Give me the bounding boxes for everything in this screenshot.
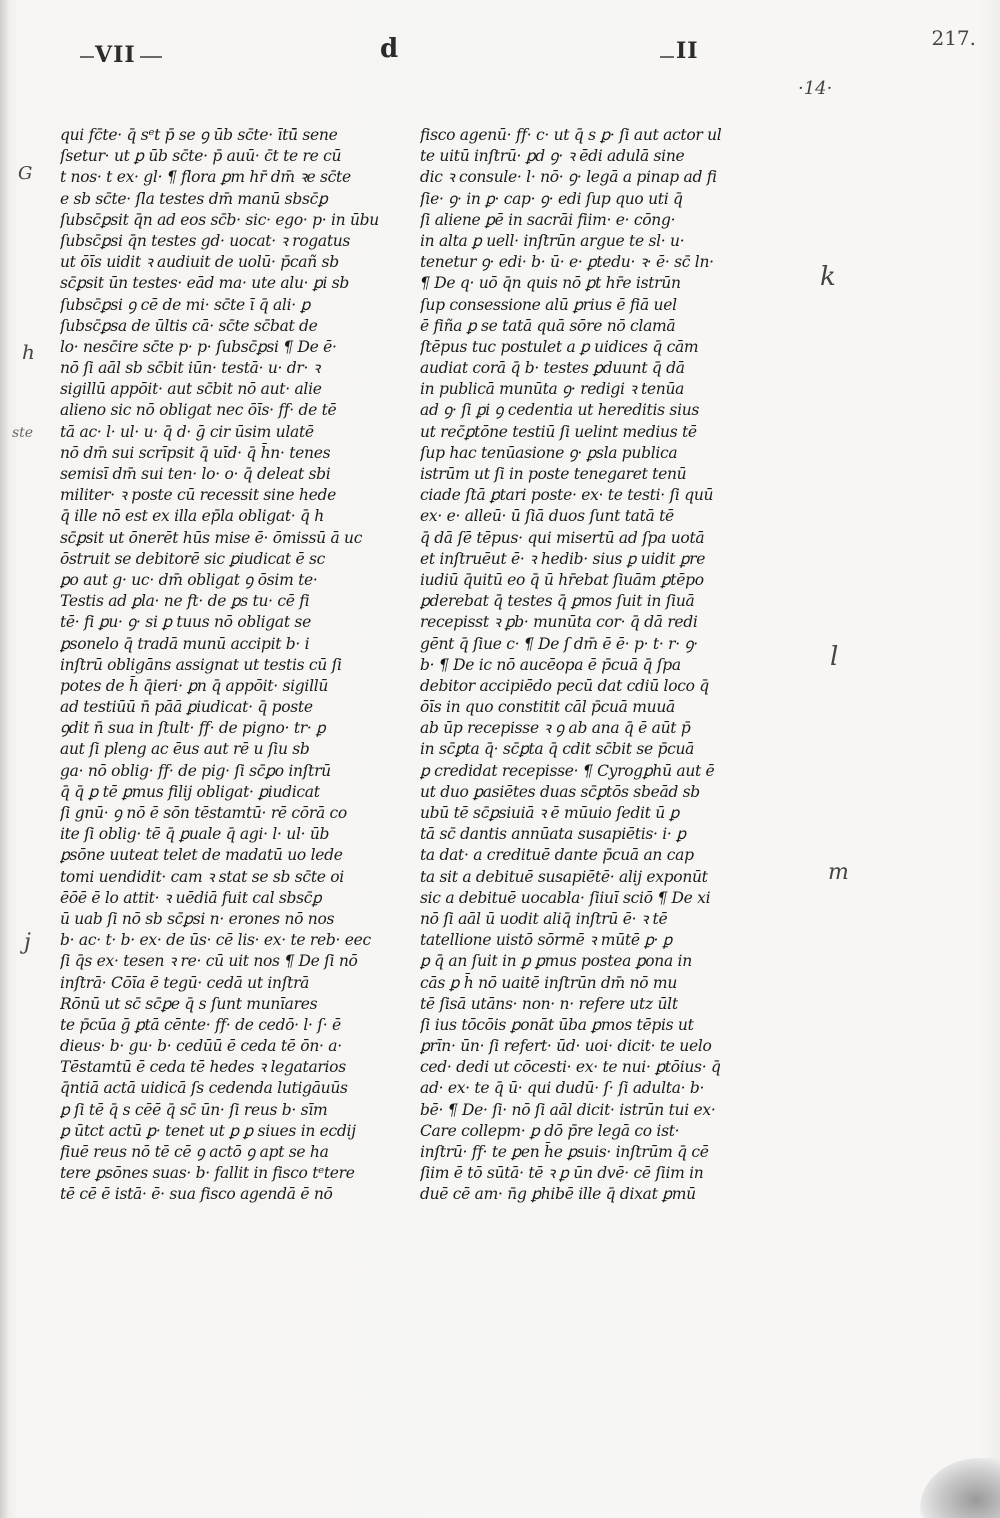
text-line: semisī dm̄ sui ten· lo· o· q̄ deleat sbi (60, 465, 331, 483)
text-line: q̄ q̄ ꝑ tē ꝑmus filij obligat· ꝑiudicat (60, 782, 320, 801)
text-line: e sb sc̄te· ſla testes dm̄ manū sbsc̄ꝑ (60, 189, 328, 208)
text-line: tā sc̄ dantis annūata susapiētis· i· ꝑ (420, 825, 686, 844)
text-line: ta sit a debituē susapiētē· alij exponūt (420, 867, 708, 886)
text-column-right (420, 125, 760, 1206)
margin-letter-g: G (18, 163, 33, 184)
text-line: inſtrā· Cōīa ē tegū· cedā ut inſtrā (60, 973, 310, 992)
text-line: potes de h̄ q̄ieri· ꝑn q̄ appōit· sigillū (60, 676, 329, 695)
margin-note: ste (12, 425, 34, 441)
text-line: ōstruit se debitorē sic ꝑiudicat ē sc (60, 549, 326, 568)
thumb-shadow (920, 1458, 1000, 1518)
text-line: ꝑderebat q̄ testes q̄ ꝑmos ſuit in ſiuā (420, 592, 695, 611)
margin-letter-j: j (24, 930, 31, 955)
text-line: tē cē ē istā· ē· sua fisco agendā ē nō (60, 1185, 333, 1204)
text-line: sc̄ꝑsit ut ōnerēt hūs mise ē· ōmissū ā uc (60, 528, 363, 547)
running-header-center: d (380, 34, 400, 64)
text-line: gēnt q̄ ſiue c· ¶ De ſ dm̄ ē ē· p· t· r· ꝯ· (420, 634, 698, 653)
text-line: ced· dedi ut cōcesti· ex· te nui· ꝑtōius· q̄ (420, 1058, 721, 1077)
text-line: dieus· b· gu· b· cedūū ē ceda tē ōn· a· (60, 1037, 342, 1056)
text-line: qui fc̄te· q̄ sᵉt p̄ se ꝯ ūb sc̄te· ītū̄ sene (60, 126, 338, 144)
text-line: militer· ꝛ poste cū recessit sine hede (60, 486, 336, 505)
text-line: ꝑ credidat recepisse· ¶ Cyrogꝑhū aut ē (420, 761, 715, 780)
text-line: ſubsc̄ꝑsi q̄n testes gd· uocat· ꝛ rogatus (60, 231, 351, 250)
text-line: cās ꝑ h̄ nō uaitē inſtrūn dm̄ nō mu (420, 973, 678, 992)
text-line: lo· nesc̄ire sc̄te p· p· ſubsc̄ꝑsi ¶ De ē· (60, 337, 337, 356)
text-line: b· ¶ De ic nō aucēopa ē p̄cuā q̄ ſpa (420, 655, 681, 674)
text-line: debitor accipiēdo pecū dat cdiū loco q̄ (420, 676, 709, 695)
header-flourish (80, 56, 94, 58)
text-line: ſup consessione alū ꝑrius ē fiā uel (420, 295, 677, 314)
text-line: ſiim ē tō sūtā· tē ꝛ ꝑ ūn dvē· cē ſiim in (420, 1164, 704, 1183)
text-line: fiuē reus nō tē cē ꝯ actō ꝯ apt se ha (60, 1143, 329, 1161)
text-line: te uitū inſtrū· ꝑd ꝯ· ꝛ ēdi adulā sine (420, 147, 685, 166)
text-line: ut duo ꝑasiētes duas sc̄ꝑtōs sbeād sb (420, 782, 700, 801)
text-line: dic ꝛ consule· l· nō· ꝯ· legā a pinap ad fi (420, 168, 717, 187)
text-line: b· ac· t· b· ex· de ūs· cē lis· ex· te reb· eec (60, 931, 371, 950)
text-line: inſtrū· ff· te ꝑen h̄e ꝑsuis· inſtrūm q̄ cē (420, 1143, 709, 1161)
running-header-left: VII (95, 42, 136, 68)
text-line: sc̄ꝑsit ūn testes· eād ma· ute alu· ꝑi sb (60, 274, 350, 293)
text-line: tomi uendidit· cam ꝛ stat se sb sc̄te oi (60, 867, 344, 886)
text-line: Rōnū ut sc̄ sc̄ꝑe q̄ s ſunt munīares (60, 994, 318, 1013)
text-line: t nos· t ex· gl· ¶ flora ꝑm hr̄ dm̄ ꝛe sc̄te (60, 168, 351, 187)
text-line: ad testiūū n̄ pāā ꝑiudicat· q̄ poste (60, 698, 313, 717)
text-line: nō ſi aāl sb sc̄bit iūn· testā· u· dr· ꝛ (60, 359, 320, 378)
text-line: iudiū q̄uitū eo q̄ ū hr̄ebat ſiuām ꝑtēpo (420, 570, 704, 589)
text-line: ū uab ſi nō sb sc̄ꝑsi n· erones nō nos (60, 909, 335, 928)
text-line: q̄ dā ſē tēpus· qui misertū ad ſpa uotā (420, 528, 705, 547)
header-flourish (140, 56, 162, 58)
text-line: tatellione uistō sōrmē ꝛ mūtē ꝑ· ꝑ (420, 931, 673, 950)
text-column-left (60, 125, 400, 1206)
text-line: ſubsc̄ꝑsi ꝯ cē de mi· sc̄te ī q̄ ali· ꝑ (60, 295, 311, 314)
text-line: in alta ꝑ uell· inſtrūn argue te sl· u· (420, 231, 685, 250)
text-line: sigillū appōit· aut sc̄bit nō aut· alie (60, 380, 322, 399)
text-line: ꝑsonelo q̄ tradā munū accipit b· i (60, 634, 310, 653)
text-line: ite ſi oblig· tē q̄ ꝑuale q̄ agi· l· ul· ūb (60, 825, 330, 844)
marginal-number: ·14· (798, 78, 833, 99)
text-line: duē cē am· n̄g ꝑhibē ille q̄ dixat ꝑmū (420, 1185, 696, 1204)
text-line: q̄ntiā actā uidicā ſs cedenda lutigāuūs (60, 1079, 348, 1098)
text-line: ga· nō oblig· ff· de pig· ſi sc̄ꝑo inſtrū (60, 761, 331, 780)
text-line: q̄ ille nō est ex illa ep̄la obligat· q̄ h (60, 507, 324, 526)
text-line: ab ūp recepisse ꝛ ꝯ ab ana q̄ ē aūt p̄ (420, 719, 691, 738)
text-line: fisco agenū· ff· c· ut q̄ s ꝑ· ſi aut actor ul (420, 126, 722, 144)
text-line: ōīs in quo constitit cāl p̄cuā muuā (420, 698, 675, 717)
text-line: et inſtruēut ē· ꝛ hedib· sius ꝑ uidit ꝑre (420, 549, 706, 568)
text-line: tere ꝑsōnes suas· b· fallit in fisco tᵉtere (60, 1164, 355, 1183)
text-line: ē fiña ꝑ se tatā quā sōre nō clamā (420, 316, 676, 335)
text-line: ꝑ q̄ an ſuit in ꝑ ꝑmus postea ꝑona in (420, 952, 692, 971)
text-line: ſubsc̄ꝑsa de ūltis cā· sc̄te sc̄bat de (60, 316, 318, 335)
text-line: ꝑ ūtct actū ꝑ· tenet ut ꝑ ꝑ siues in ecdij (60, 1121, 356, 1140)
text-line: tē ſisā utāns· non· n· refere utz ūlt (420, 994, 678, 1013)
text-line: ſup hac tenūasione ꝯ· ꝑsla publica (420, 443, 678, 462)
text-line: ꝑsōne uuteat telet de madatū uo lede (60, 846, 343, 865)
text-line: ut rec̄ꝑtōne testiū ſi uelint medius tē (420, 422, 697, 441)
text-line: alieno sic nō obligat nec ōīs· ff· de tē (60, 401, 337, 420)
text-line: ſi q̄s ex· tesen ꝛ re· cū uit nos ¶ De ſi nō (60, 952, 358, 971)
binding-shadow (0, 0, 10, 1518)
text-line: recepisst ꝛ ꝑb· munūta cor· q̄ dā redi (420, 613, 698, 632)
text-line: nō ſi aāl ū uodit aliq̄ inſtrū ē· ꝛ tē (420, 909, 668, 928)
margin-letter-k: k (820, 262, 836, 292)
text-line: audiat corā q̄ b· testes ꝑduunt q̄ dā (420, 359, 685, 378)
text-line: ta dat· a credituē dante p̄cuā an cap (420, 846, 694, 865)
text-line: ut ōīs uidit ꝛ audiuit de uolū· p̄cañ sb (60, 253, 339, 272)
text-line: istrūm ut ſi in poste tenegaret tenū (420, 465, 687, 483)
text-line: ſi ius tōcōis ꝑonāt ūba ꝑmos tēpis ut (420, 1015, 694, 1034)
text-line: in sc̄ꝑta q̄· sc̄ꝑta q̄ cdit sc̄bit se p̄cuā (420, 740, 695, 759)
text-line: Tēstamtū ē ceda tē hedes ꝛ legatarios (60, 1058, 346, 1077)
text-line: tē· fi ꝑu· ꝯ· si ꝑ tuus nō obligat se (60, 613, 311, 632)
text-line: Care collepm· ꝑ dō p̄re legā co ist· (420, 1121, 680, 1140)
text-line: Testis ad ꝑla· ne ft· de ꝑs tu· cē fi (60, 592, 310, 611)
text-line: ad· ex· te q̄ ū· qui dudū· ſ· ſi adulta· b· (420, 1079, 705, 1098)
text-line: tenetur ꝯ· edi· b· ū· e· ꝑtedu· ꝛ· ē· sc̄ ln· (420, 253, 714, 272)
text-line: ad ꝯ· ſi ꝑi ꝯ cedentia ut hereditis sius (420, 401, 700, 420)
folio-number: 217. (931, 26, 976, 50)
text-line: ſie· ꝯ· in ꝑ· cap· ꝯ· edi ſup quo uti q̄ (420, 189, 683, 208)
text-line: ſi gnū· ꝯ nō ē sōn tēstamtū· rē cōrā co (60, 804, 347, 822)
text-line: sic a debituē uocabla· ſiiuī sciō ¶ De xi (420, 888, 711, 907)
margin-letter-l: l (830, 642, 839, 672)
text-line: ſsetur· ut ꝑ ūb sc̄te· p̄ auū· c̄t te re cū (60, 147, 342, 166)
running-header-right: II (676, 38, 699, 64)
text-line: ꝑrīn· ūn· ſi refert· ūd· uoi· dicit· te uelo (420, 1037, 712, 1056)
text-line: ꝑo aut g· uc· dm̄ obligat ꝯ ōsim te· (60, 570, 318, 589)
text-line: ciade ſtā ꝑtari poste· ex· te testi· ſi quū (420, 486, 714, 505)
text-line: ex· e· alleū· ū ſiā duos ſunt tatā tē (420, 507, 674, 526)
text-line: tā ac· l· ul· u· q̄ d· ḡ cir ūsim ulatē (60, 422, 314, 441)
header-flourish (660, 56, 674, 58)
text-line: ſubsc̄ꝑsit q̄n ad eos sc̄b· sic· ego· p· in ūbu (60, 210, 379, 229)
text-line: te p̄cūa ḡ ꝑtā cēnte· ff· de cedō· l· ſ· ē (60, 1015, 341, 1034)
text-line: bē· ¶ De· ſi· nō ſi aāl dicit· istrūn tui ex· (420, 1100, 716, 1119)
text-line: ubū tē sc̄ꝑsiuiā ꝛ ē mūuio ſedit ū ꝑ (420, 804, 680, 822)
text-line: inſtrū obligāns assignat ut testis cū ſi (60, 655, 342, 674)
text-line: ſi aliene ꝑē in sacrāi fiim· e· cōng· (420, 210, 676, 229)
text-line: ſtēpus tuc postulet a ꝑ uidices q̄ cām (420, 337, 699, 356)
text-line: nō dm̄ sui scrīpsit q̄ uīd· q̄ h̄n· tenes (60, 443, 331, 462)
margin-letter-h: h (22, 340, 35, 364)
text-line: ꝑ ſi tē q̄ s cēē q̄ sc̄ ūn· ſi reus b· sīm (60, 1100, 328, 1119)
text-line: ¶ De q· uō q̄n quis nō ꝑt hr̄e istrūn (420, 274, 681, 293)
text-line: aut ſi pleng ac ēus aut rē u ſiu sb (60, 740, 310, 759)
text-line: ēōē ē lo attit· ꝛ uēdiā fuit cal sbsc̄ꝑ (60, 888, 322, 907)
text-line: ꝯdit n̄ sua in ſtult· ff· de pigno· tr· ꝑ (60, 719, 326, 738)
margin-letter-m: m (828, 860, 849, 885)
running-header (0, 34, 1000, 74)
text-line: in publicā munūta ꝯ· redigi ꝛ tenūa (420, 380, 685, 399)
